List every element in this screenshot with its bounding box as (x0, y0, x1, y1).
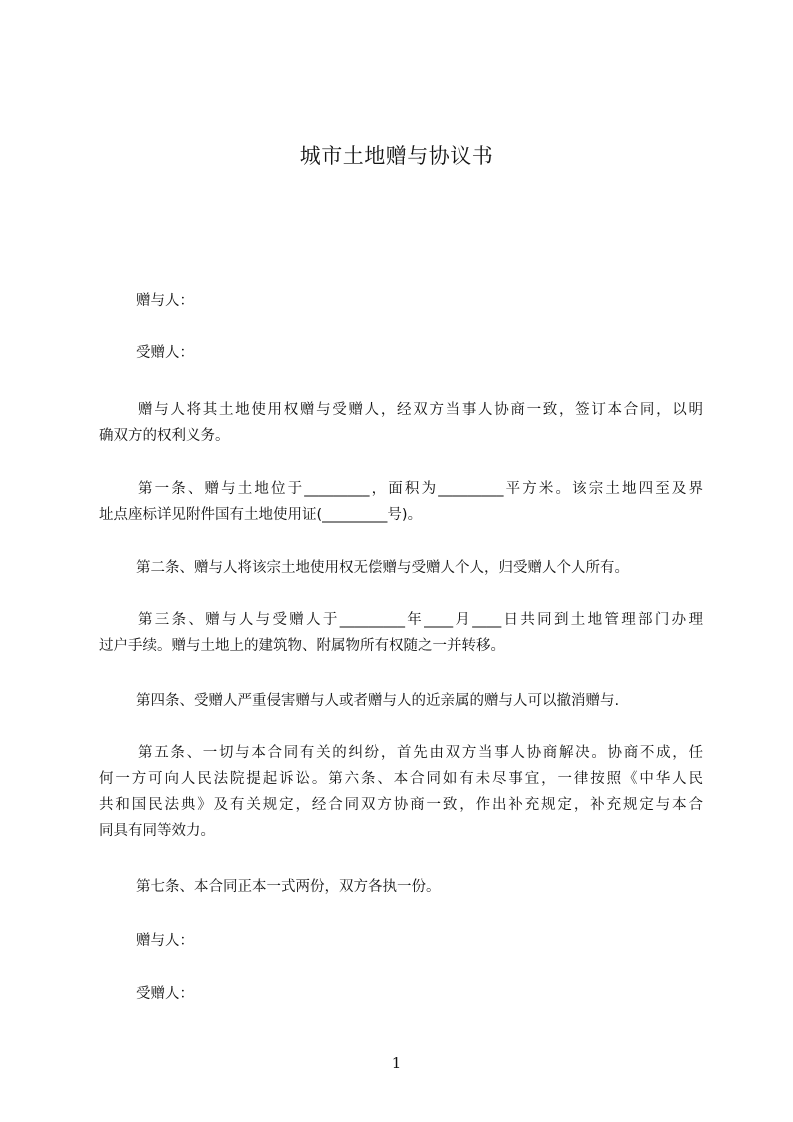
preamble-line: 赠与人将其土地使用权赠与受赠人，经双方当事人协商一致，签订本合同，以明 (138, 402, 703, 418)
article-7-paragraph: 第七条、本合同正本一式两份，双方各执一份。 (136, 879, 441, 895)
article-1-paragraph (99, 476, 703, 528)
donor-label: 赠与人： (136, 293, 194, 309)
article-5-6-line: 何一方可向人民法院提起诉讼。第六条、本合同如有未尽事宜，一律按照《中华人民 (99, 771, 703, 787)
article-5-6-line: 共和国民法典》及有关规定，经合同双方协商一致，作出补充规定，补充规定与本合 (99, 797, 703, 813)
article-1-line: 址点座标详见附件国有土地使用证(_________号)。 (99, 507, 423, 523)
preamble-paragraph (99, 397, 703, 449)
page-number: 1 (391, 1054, 402, 1072)
signature-donor-label: 赠与人： (136, 933, 194, 949)
article-4-paragraph: 第四条、受赠人严重侵害赠与人或者赠与人的近亲属的赠与人可以撤消赠与. (136, 693, 620, 709)
article-5-6-line: 同具有同等效力。 (99, 823, 215, 839)
article-1-line: 第一条、赠与土地位于_________，面积为_________平方米。该宗土地四至及界 (138, 481, 703, 497)
donee-label: 受赠人： (136, 345, 194, 361)
preamble-line: 确双方的权利义务。 (99, 428, 230, 444)
signature-donee-label: 受赠人： (136, 986, 194, 1002)
document-title: 城市土地赠与协议书 (299, 144, 494, 168)
article-5-6-line: 第五条、一切与本合同有关的纠纷，首先由双方当事人协商解决。协商不成，任 (138, 745, 703, 761)
article-3-line: 第三条、赠与人与受赠人于_________年____月____日共同到土地管理部门办理 (138, 612, 703, 628)
article-3-paragraph (99, 607, 703, 659)
article-3-line: 过户手续。赠与土地上的建筑物、附属物所有权随之一并转移。 (99, 638, 505, 654)
article-5-6-paragraph (99, 740, 703, 844)
article-2-paragraph: 第二条、赠与人将该宗土地使用权无偿赠与受赠人个人，归受赠人个人所有。 (136, 560, 629, 576)
